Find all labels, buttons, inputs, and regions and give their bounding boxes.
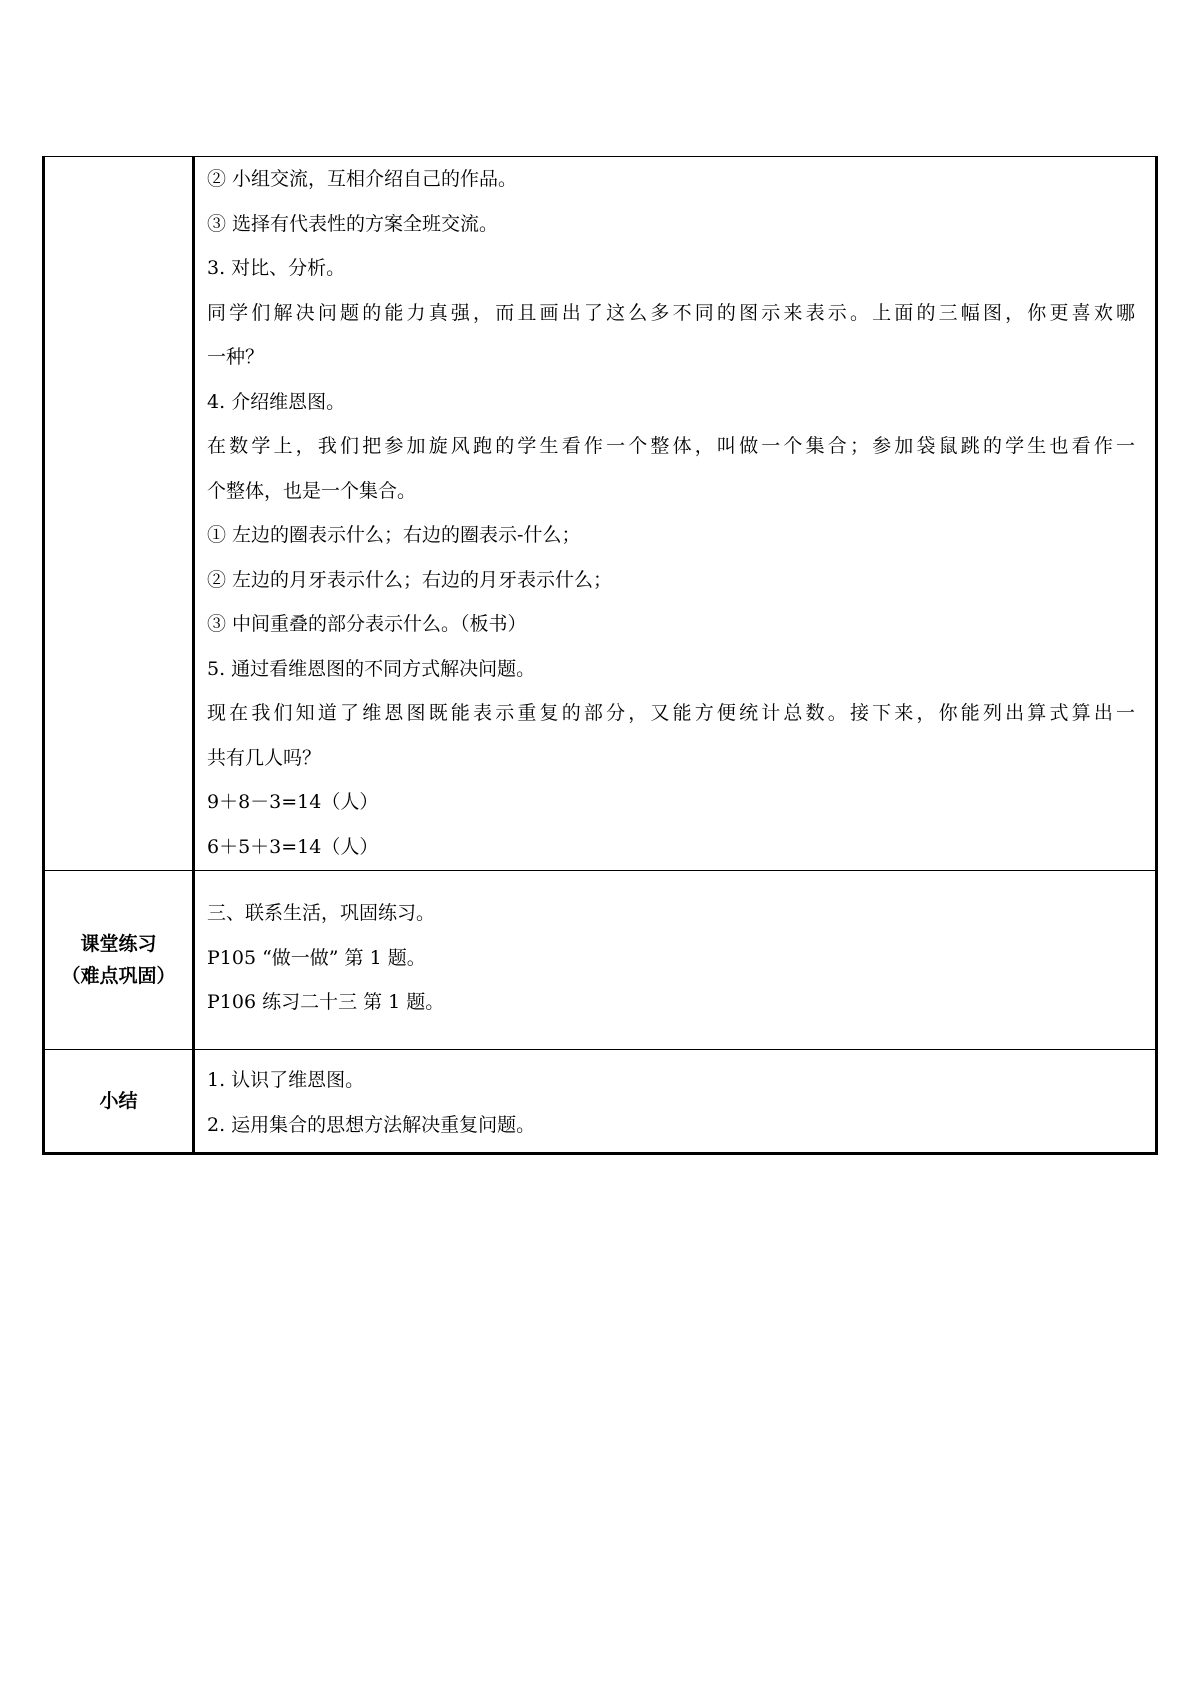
row-label-practice [44,871,194,1050]
summary-lines [195,1050,1155,1147]
row-label-process [44,157,194,871]
process-line: ① 左边的圈表示什么；右边的圈表示-什么； [207,524,581,546]
process-line: 同学们解决问题的能力真强，而且画出了这么多不同的图示来表示。上面的三幅图，你更喜欢哪 [207,301,1135,324]
process-line: ③ 选择有代表性的方案全班交流。 [207,212,499,235]
process-line: ② 小组交流，互相介绍自己的作品。 [207,168,518,190]
process-line: 现在我们知道了维恩图既能表示重复的部分，又能方便统计总数。接下来，你能列出算式算出一 [207,702,1135,724]
row-content-process [194,157,1157,871]
process-line: 5. 通过看维恩图的不同方式解决问题。 [207,657,536,680]
table-row-process [44,157,1157,871]
process-line: 4. 介绍维恩图。 [207,390,346,413]
practice-line: P105 “做一做” 第 1 题。 [207,946,426,969]
row-label-summary-text: 小结 [99,1090,138,1112]
practice-line: 三、联系生活，巩固练习。 [207,902,436,924]
summary-line: 1. 认识了维恩图。 [207,1069,365,1091]
row-label-practice-line2: （难点巩固） [61,965,176,987]
process-line: 9＋8－3=14（人） [207,791,379,813]
row-label-summary [44,1050,194,1154]
process-line: 在数学上，我们把参加旋风跑的学生看作一个整体，叫做一个集合；参加袋鼠跳的学生也看作一 [207,435,1135,457]
process-line: ② 左边的月牙表示什么；右边的月牙表示什么； [207,568,613,591]
summary-line: 2. 运用集合的思想方法解决重复问题。 [207,1113,536,1136]
process-line: 一种？ [207,346,265,368]
process-lines [195,157,1155,869]
practice-line: P106 练习二十三 第 1 题。 [207,991,445,1013]
table-row-practice [44,871,1157,1050]
process-line: ③ 中间重叠的部分表示什么。（板书） [207,613,527,635]
table-row-summary [44,1050,1157,1154]
process-line: 个整体，也是一个集合。 [207,479,417,502]
lesson-plan-table [42,156,1158,1155]
process-line: 6＋5＋3=14（人） [207,835,379,858]
process-line: 共有几人吗？ [207,746,322,769]
row-content-summary [194,1050,1157,1154]
row-label-practice-line1: 课堂练习 [80,933,157,955]
process-line: 3. 对比、分析。 [207,257,346,279]
row-content-practice [194,871,1157,1050]
practice-lines [195,871,1155,1025]
